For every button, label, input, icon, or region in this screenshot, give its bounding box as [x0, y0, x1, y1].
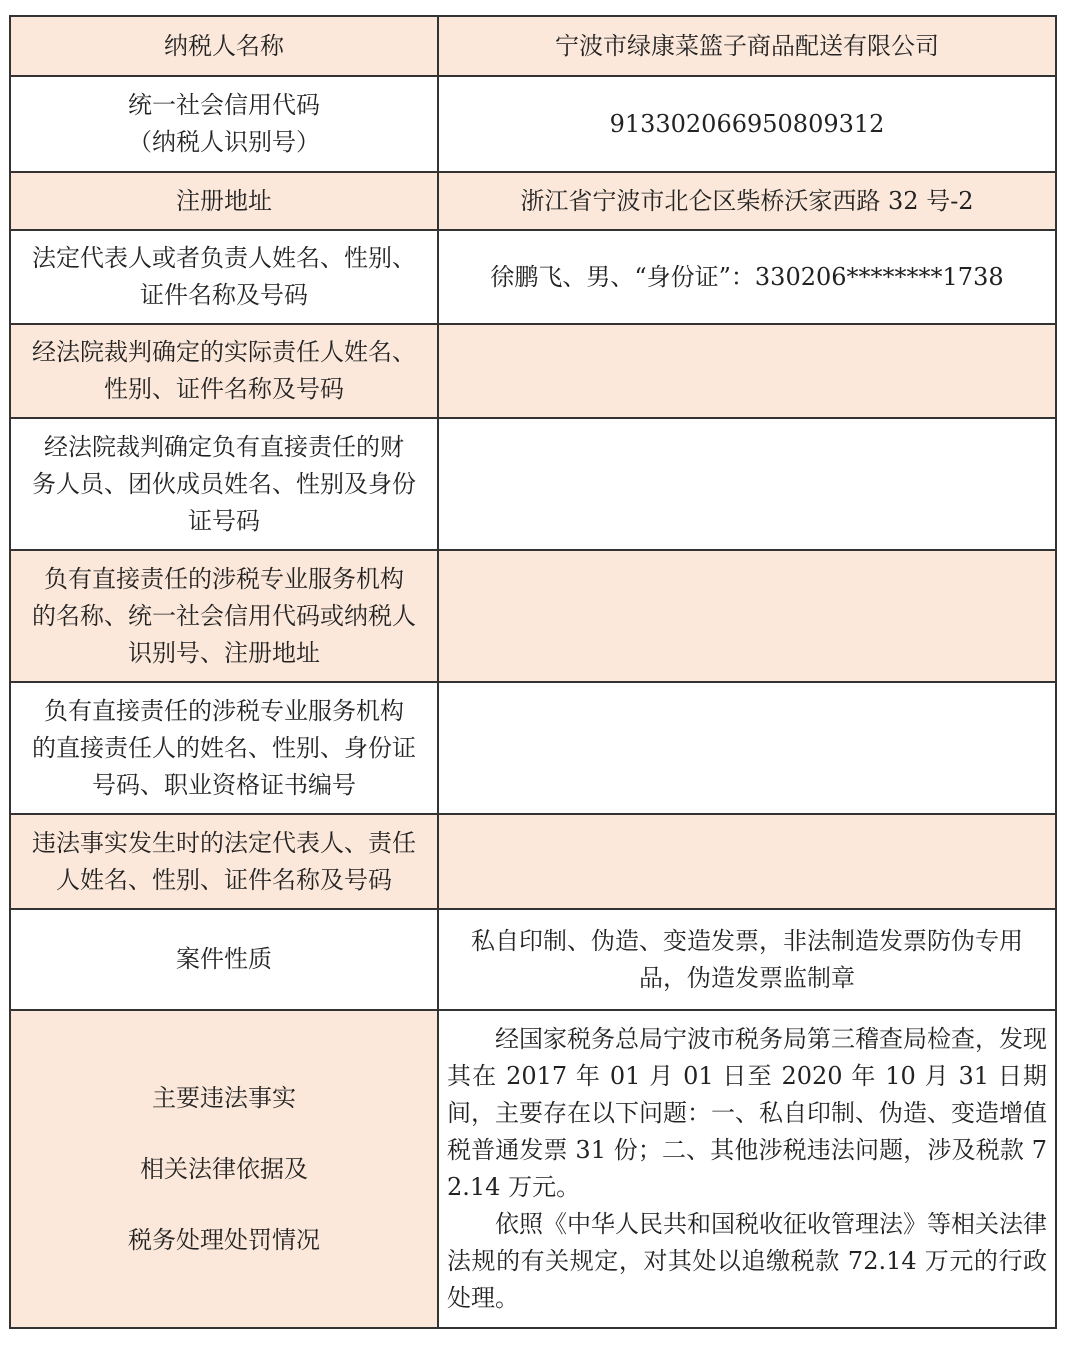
value-main-facts	[438, 1010, 1056, 1328]
row-legal-representative	[10, 230, 1056, 324]
value-case-nature	[438, 909, 1056, 1010]
label-main-facts-line-2: 相关法律依据及	[140, 1154, 308, 1183]
label-finance-staff	[10, 418, 438, 550]
row-main-facts	[10, 1010, 1056, 1328]
label-legal-representative	[10, 230, 438, 324]
value-legal-representative: 徐鹏飞、男、“身份证”：330206********1738	[438, 230, 1056, 324]
row-finance-staff	[10, 418, 1056, 550]
value-finance-staff	[438, 418, 1056, 550]
row-service-agency	[10, 550, 1056, 682]
label-actual-responsible-line-1: 经法院裁判确定的实际责任人姓名、	[32, 338, 416, 366]
value-case-nature-line-2: 品，伪造发票监制章	[639, 963, 855, 992]
value-violation-time-representative	[438, 814, 1056, 909]
label-main-facts-line-3: 税务处理处罚情况	[128, 1225, 320, 1254]
label-agency-responsible-line-2: 的直接责任人的姓名、性别、身份证	[32, 733, 416, 762]
value-actual-responsible	[438, 324, 1056, 418]
row-credit-code	[10, 76, 1056, 172]
taxpayer-info-table	[9, 15, 1057, 1329]
value-credit-code: 91330206695080931​2	[438, 76, 1056, 172]
label-finance-staff-line-2: 务人员、团伙成员姓名、性别及身份	[32, 469, 416, 498]
label-actual-responsible-line-2: 性别、证件名称及号码	[104, 375, 344, 403]
row-violation-time-representative	[10, 814, 1056, 909]
label-finance-staff-line-3: 证号码	[188, 506, 260, 535]
label-credit-code	[10, 76, 438, 172]
label-credit-code-line-2: （纳税人识别号）	[128, 128, 320, 156]
label-violation-time-representative	[10, 814, 438, 909]
label-agency-responsible	[10, 682, 438, 814]
label-taxpayer-name: 纳税人名称	[10, 16, 438, 76]
value-taxpayer-name: 宁波市绿康菜篮子商品配送有限公司	[438, 16, 1056, 76]
value-service-agency	[438, 550, 1056, 682]
row-case-nature	[10, 909, 1056, 1010]
label-agency-responsible-line-1: 负有直接责任的涉税专业服务机构	[44, 696, 404, 725]
label-main-facts	[10, 1010, 438, 1328]
label-service-agency-line-3: 识别号、注册地址	[128, 638, 320, 667]
label-service-agency	[10, 550, 438, 682]
label-legal-representative-line-2: 证件名称及号码	[140, 281, 308, 309]
label-case-nature: 案件性质	[10, 909, 438, 1010]
label-violation-time-representative-line-2: 人姓名、性别、证件名称及号码	[56, 865, 392, 894]
label-main-facts-line-1: 主要违法事实	[152, 1083, 296, 1112]
label-actual-responsible	[10, 324, 438, 418]
row-taxpayer-name	[10, 16, 1056, 76]
row-actual-responsible	[10, 324, 1056, 418]
label-credit-code-line-1: 统一社会信用代码	[128, 91, 320, 119]
label-violation-time-representative-line-1: 违法事实发生时的法定代表人、责任	[32, 828, 416, 857]
value-case-nature-line-1: 私自印制、伪造、变造发票，非法制造发票防伪专用	[471, 926, 1023, 955]
label-legal-representative-line-1: 法定代表人或者负责人姓名、性别、	[32, 244, 416, 272]
facts-paragraph-1: 经国家税务总局宁波市税务局第三稽查局检查，发现其在 2017 年 01 月 01 日至 2020 年 10 月 31 日期间，主要存在以下问题：一、私自印制、伪造、变造增值税普通发票 31 份；二、其他涉税违法问题，涉及税款 72.14 万元。	[447, 1025, 1047, 1201]
row-registered-address	[10, 172, 1056, 230]
label-service-agency-line-2: 的名称、统一社会信用代码或纳税人	[32, 601, 416, 630]
value-registered-address: 浙江省宁波市北仑区柴桥沃家西路 32 号-2	[438, 172, 1056, 230]
label-service-agency-line-1: 负有直接责任的涉税专业服务机构	[44, 564, 404, 593]
value-agency-responsible	[438, 682, 1056, 814]
label-registered-address: 注册地址	[10, 172, 438, 230]
label-finance-staff-line-1: 经法院裁判确定负有直接责任的财	[44, 432, 404, 461]
label-agency-responsible-line-3: 号码、职业资格证书编号	[92, 770, 356, 799]
row-agency-responsible	[10, 682, 1056, 814]
facts-paragraph-2: 依照《中华人民共和国税收征收管理法》等相关法律法规的有关规定，对其处以追缴税款 72.14 万元的行政处理。	[447, 1210, 1047, 1312]
